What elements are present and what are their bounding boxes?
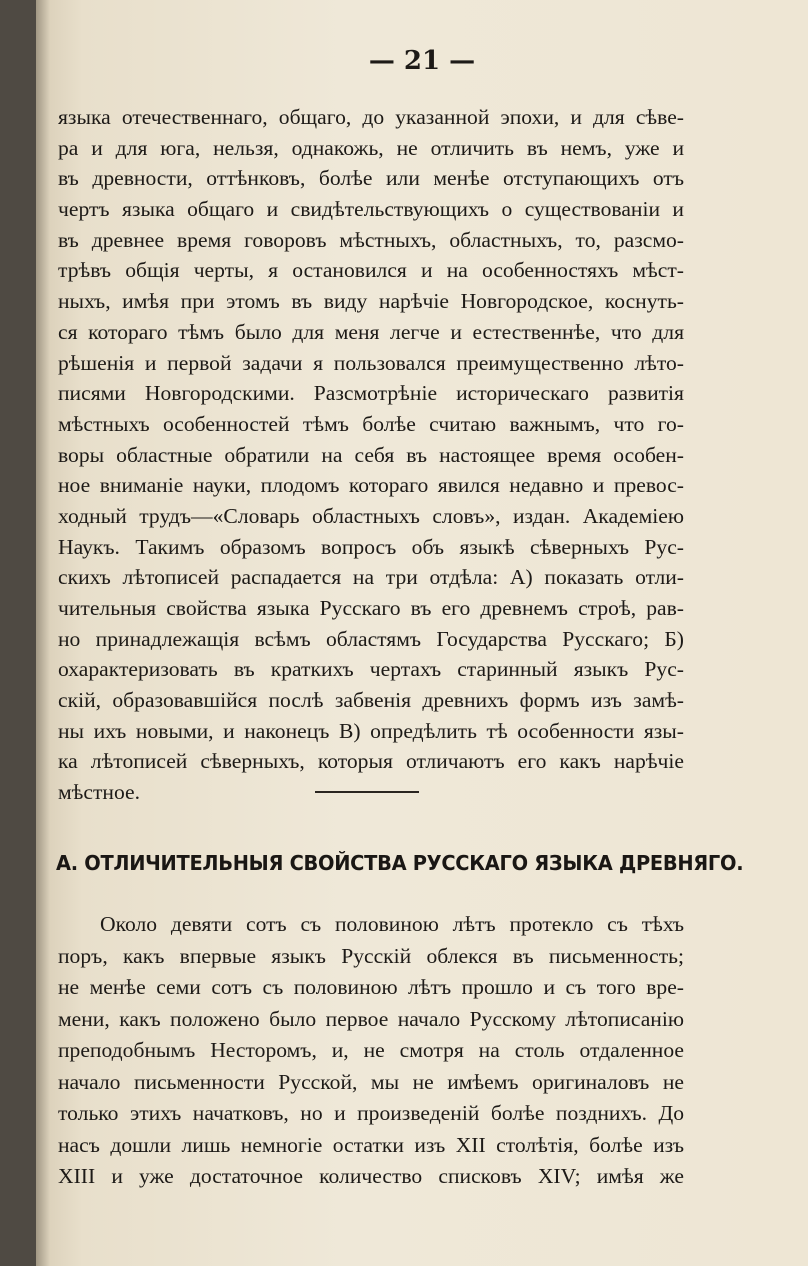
text-line: ходный трудъ—«Словарь областныхъ словъ», издан. Академіею <box>58 503 684 528</box>
text-line: воры областные обратили на себя въ настоящее время особен- <box>58 442 684 467</box>
paragraph-1 <box>58 102 684 808</box>
text-line: ра и для юга, нельзя, однакожь, не отличить въ немъ, уже и <box>58 135 684 160</box>
text-line: поръ, какъ впервые языкъ Русскій облекся въ письменность; <box>58 943 684 968</box>
text-line: насъ дошли лишь немногіе остатки изъ XII столѣтія, болѣе изъ <box>58 1132 684 1157</box>
text-line: ное вниманіе науки, плодомъ котораго явился недавно и превос- <box>58 473 684 498</box>
text-line: мѣстное. <box>58 780 141 805</box>
text-line: XIII и уже достаточное количество списковъ XIV; имѣя же <box>58 1164 684 1188</box>
text-line: чертъ языка общаго и свидѣтельствующихъ о существованіи и <box>58 197 684 222</box>
text-line: чительныя свойства языка Русскаго въ его древнемъ строѣ, рав- <box>58 596 684 620</box>
text-line: ка лѣтописей сѣверныхъ, которыя отличаютъ его какъ нарѣчіе <box>58 749 684 774</box>
book-page <box>36 0 808 1266</box>
text-line: начало письменности Русской, мы не имѣемъ оригиналовъ не <box>58 1069 684 1094</box>
paragraph-2 <box>58 909 684 1193</box>
text-line: мѣстныхъ особенностей тѣмъ болѣе считаю важнымъ, что го- <box>58 411 684 436</box>
text-line: не менѣе семи сотъ съ половиною лѣтъ прошло и съ того вре- <box>58 975 684 999</box>
text-line: Около девяти сотъ съ половиною лѣтъ протекло съ тѣхъ <box>100 912 684 936</box>
text-line: ся котораго тѣмъ было для меня легче и естественнѣе, что для <box>58 319 684 344</box>
text-line: рѣшенія и первой задачи я пользовался преимущественно лѣто- <box>58 350 684 375</box>
text-line: только этихъ начатковъ, но и произведеній болѣе позднихъ. До <box>58 1101 684 1125</box>
text-line: Наукъ. Такимъ образомъ вопросъ объ языкѣ сѣверныхъ Рус- <box>58 534 684 559</box>
section-divider <box>315 791 419 793</box>
section-heading: А. ОТЛИЧИТЕЛЬНЫЯ СВОЙСТВА РУССКАГО ЯЗЫКА ДРЕВНЯГО. <box>56 851 744 875</box>
text-line: трѣвъ общія черты, я остановился и на особенностяхъ мѣст- <box>58 258 684 283</box>
text-line: скихъ лѣтописей распадается на три отдѣла: А) показать отли- <box>58 565 684 590</box>
text-line: но принадлежащія всѣмъ областямъ Государства Русскаго; Б) <box>58 626 684 651</box>
page-gutter-shadow <box>36 0 50 1266</box>
text-line: писями Новгородскими. Разсмотрѣніе историческаго развитія <box>58 381 684 406</box>
text-line: въ древнее время говоровъ мѣстныхъ, областныхъ, то, разсмо- <box>58 227 684 252</box>
text-line: ныхъ, имѣя при этомъ въ виду нарѣчіе Новгородское, коснуть- <box>58 289 684 314</box>
text-line: охарактеризовать въ краткихъ чертахъ старинный языкъ Рус- <box>58 657 684 682</box>
text-line: мени, какъ положено было первое начало Русскому лѣтописанію <box>58 1006 684 1031</box>
text-line: въ древности, оттѣнковъ, болѣе или менѣе отступающихъ отъ <box>58 166 684 191</box>
page-number: — 21 — <box>368 46 476 76</box>
text-line: преподобнымъ Несторомъ, и, не смотря на столь отдаленное <box>58 1038 684 1062</box>
text-line: языка отечественнаго, общаго, до указанной эпохи, и для сѣве- <box>58 105 684 129</box>
text-line: скій, образовавшійся послѣ забвенія древнихъ формъ изъ замѣ- <box>58 688 684 713</box>
text-line: ны ихъ новыми, и наконецъ В) опредѣлить тѣ особенности язы- <box>58 718 684 743</box>
